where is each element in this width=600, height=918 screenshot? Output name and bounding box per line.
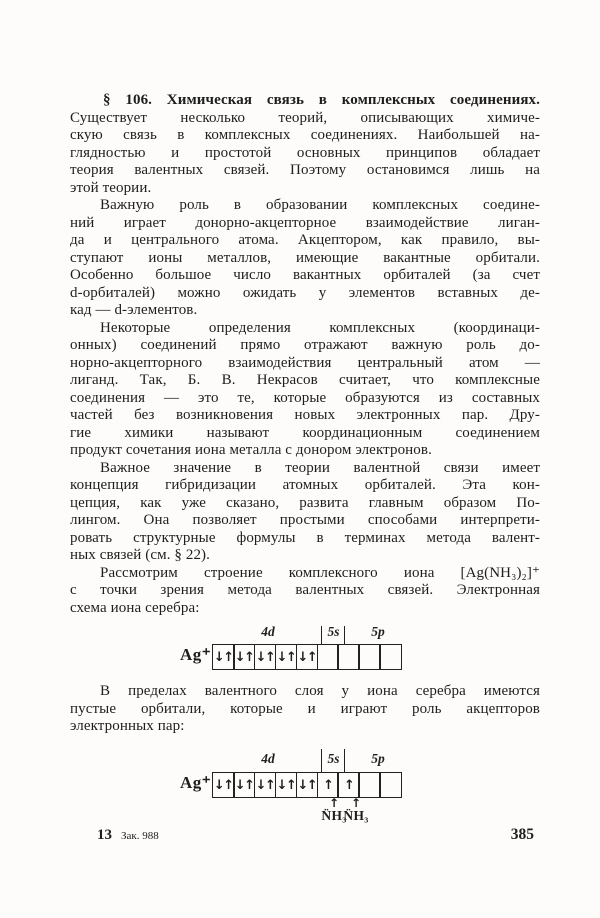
- text-line: Важную роль в образовании комплексных соедине-: [100, 197, 540, 213]
- orbital-box-du: ↓↑: [275, 772, 298, 798]
- paragraph-5: [70, 565, 540, 618]
- print-order-note: [97, 826, 159, 844]
- orbital-boxes-row: [212, 644, 400, 670]
- text-line: Существует несколько теорий, описывающих химиче-: [70, 109, 540, 126]
- orbital-box-du: ↓↑: [233, 644, 256, 670]
- ligand-label-nh3: N̈H₃: [321, 807, 347, 823]
- orbital-box-du: ↓↑: [296, 772, 319, 798]
- text-line: этой теории.: [70, 179, 152, 196]
- orbital-box-empty: [379, 772, 402, 798]
- ligand-donor-2: [336, 795, 376, 823]
- text-line: лингом. Она позволяет простыми способами интерпрети-: [70, 512, 540, 528]
- text-line: d-орбиталей) можно ожидать у элементов вставных де-: [70, 284, 540, 301]
- paragraph-6: [70, 683, 540, 736]
- text-line: Некоторые определения комплексных (координаци-: [100, 319, 540, 336]
- page-number: 385: [510, 826, 534, 843]
- text-line: скую связь в комплексных соединениях. Наибольшей на-: [70, 127, 540, 143]
- electron-diagram-silver-ion: [70, 622, 540, 680]
- donation-arrow-icon: ↑: [328, 795, 340, 810]
- text-line: да и центрального атома. Акцептором, как правило, вы-: [70, 232, 540, 248]
- text-line: глядностью и простотой основных принципов обладает: [70, 144, 540, 161]
- paragraph-1-lines: [70, 110, 540, 198]
- orbital-box-empty: [379, 644, 402, 670]
- paragraph-1: [70, 92, 540, 197]
- text-line: норно-акцепторного взаимодействия центральный атом —: [70, 354, 540, 371]
- paragraph-2: [70, 197, 540, 320]
- text-line: теория валентных связей. Поэтому остановимся лишь на: [70, 162, 540, 178]
- text-line: кад — d-элементов.: [70, 302, 198, 318]
- tick-mark-right: [344, 749, 345, 772]
- text-line: цепция, как уже сказано, развита главным образом По-: [70, 494, 540, 511]
- order-number: Зак. 988: [121, 830, 159, 842]
- text-line: В пределах валентного слоя у иона серебра имеются: [100, 683, 540, 699]
- tick-mark-right: [344, 626, 345, 644]
- orbital-box-du: ↓↑: [212, 772, 235, 798]
- signature-number: 13: [97, 827, 112, 843]
- paragraph-3: [70, 320, 540, 460]
- page-footer: [70, 826, 534, 844]
- orbital-box-empty: [358, 772, 381, 798]
- orbital-box-u: ↑: [317, 772, 340, 798]
- orbital-box-du: ↓↑: [233, 772, 256, 798]
- text-line: онных) соединений прямо отражают важную роль до-: [70, 337, 540, 353]
- text-line: Важное значение в теории валентной связи имеет: [100, 459, 540, 476]
- text-line: продукт сочетания иона металла с донором электронов.: [70, 442, 432, 458]
- orbital-box-du: ↓↑: [296, 644, 319, 670]
- subshell-label-5s: 5s: [327, 750, 340, 766]
- orbital-boxes-row: [212, 772, 400, 798]
- text-line: соединения — это те, которые образуются из составных: [70, 389, 540, 406]
- ligand-label-nh3: N̈H₃: [343, 807, 369, 823]
- orbital-box-du: ↓↑: [212, 644, 235, 670]
- text-line: пустые орбитали, которые и играют роль акцепторов: [70, 700, 540, 717]
- donation-arrow-icon: ↑: [350, 795, 362, 810]
- text-line: концепция гибридизации атомных орбиталей. Эта кон-: [70, 477, 540, 493]
- text-line: ний играет донорно-акцепторное взаимодействие лиган-: [70, 214, 540, 231]
- text-line: ступают ионы металлов, имеющие вакантные орбитали.: [70, 249, 540, 266]
- text-line: схема иона серебра:: [70, 599, 200, 616]
- text-line: частей без возникновения новых электронных пар. Дру-: [70, 407, 540, 423]
- orbital-box-empty: [317, 644, 340, 670]
- text-line: ровать структурные формулы в терминах метода валент-: [70, 529, 540, 546]
- text-line: лиганд. Так, Б. В. Некрасов считает, что комплексные: [70, 372, 540, 388]
- orbital-box-du: ↓↑: [254, 644, 277, 670]
- text-line: ных связей (см. § 22).: [70, 547, 210, 563]
- text-block: [70, 92, 540, 832]
- text-line: Рассмотрим строение комплексного иона [Ag(NH₃)₂]⁺: [100, 564, 540, 581]
- orbital-box-du: ↓↑: [275, 644, 298, 670]
- subshell-label-5p: 5p: [371, 750, 385, 766]
- orbital-box-u: ↑: [337, 772, 360, 798]
- orbital-box-du: ↓↑: [254, 772, 277, 798]
- paragraph-4: [70, 460, 540, 565]
- subshell-label-5s: 5s: [327, 624, 340, 639]
- text-line: электронных пар:: [70, 718, 185, 734]
- orbital-box-empty: [337, 644, 360, 670]
- orbital-box-empty: [358, 644, 381, 670]
- electron-diagram-silver-ion-with-ligands: [70, 746, 540, 832]
- section-heading: § 106. Химическая связь в комплексных соединениях.: [103, 92, 540, 108]
- text-line: гие химики называют координационным соединением: [70, 424, 540, 441]
- text-line: с точки зрения метода валентных связей. Электронная: [70, 582, 540, 598]
- ion-label: Ag⁺: [180, 645, 212, 664]
- subshell-label-4d: 4d: [261, 624, 275, 639]
- subshell-label-5p: 5p: [371, 624, 385, 639]
- text-line: Особенно большое число вакантных орбиталей (за счет: [70, 267, 540, 283]
- ion-label: Ag⁺: [180, 772, 212, 792]
- subshell-label-4d: 4d: [261, 750, 275, 766]
